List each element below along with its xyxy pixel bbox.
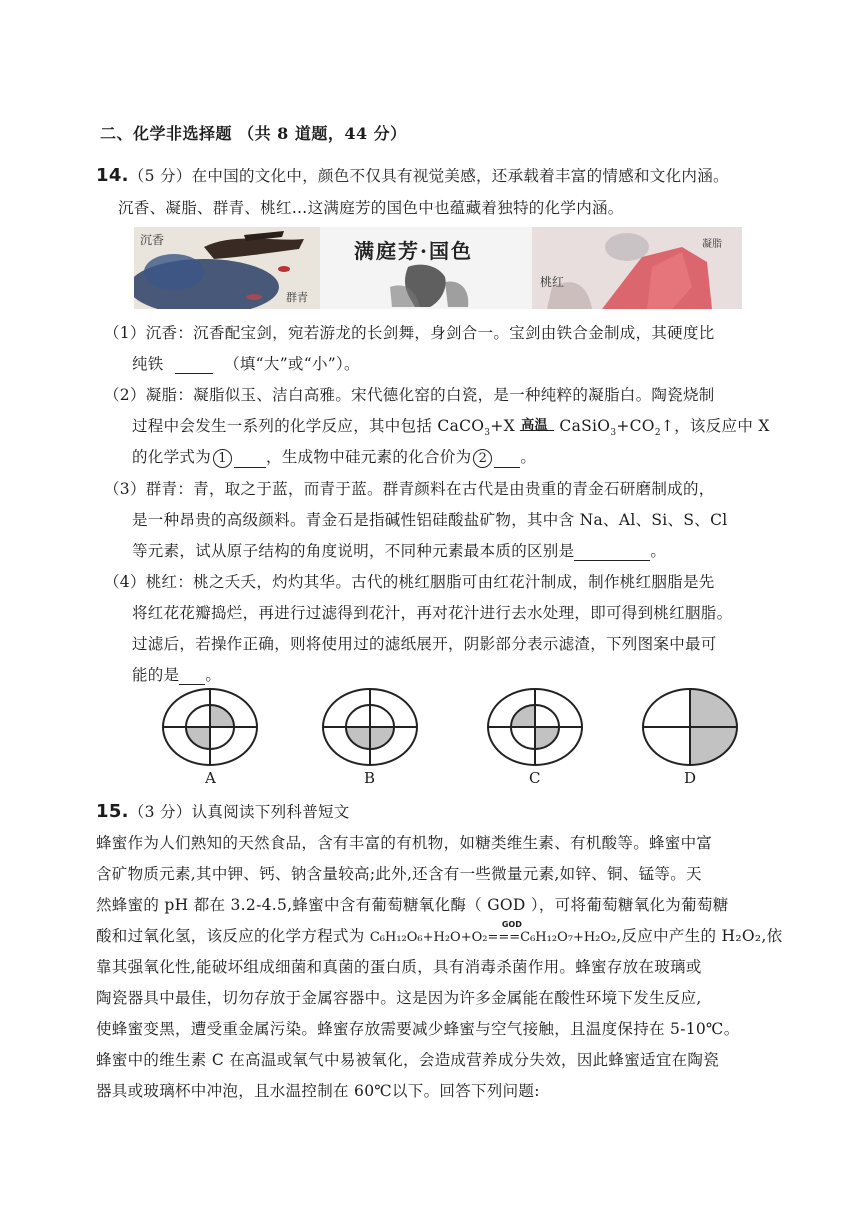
q15-passage-line: 器具或玻璃杯中冲泡，且水温控制在 60℃以下。回答下列问题: (96, 1082, 540, 1100)
q14-intro-text: 在中国的文化中，颜色不仅具有视觉美感，还承载着丰富的情感和文化内涵。 (191, 167, 729, 185)
option-a-figure (163, 689, 257, 765)
q14-p3-line1: （3）群青：青，取之于蓝，而青于蓝。群青颜料在古代是由贵重的青金石研磨制成的， (104, 480, 715, 498)
q14-p1-suffix: （填“大”或“小”）。 (224, 355, 360, 373)
banner-tag-qunqing: 群青 (286, 291, 308, 304)
equation-part: +X (490, 417, 515, 435)
condition-label: 高温 (521, 418, 548, 433)
answer-blank-filter[interactable] (179, 668, 205, 685)
q14-p3-line2: 是一种昂贵的高级颜料。青金石是指碱性铝硅酸盐矿物，其中含 Na、Al、Si、S、Cl (132, 511, 728, 529)
equals-line (520, 430, 554, 431)
ink-figure-center (320, 227, 532, 309)
q15-equation (369, 920, 617, 945)
q15-passage-line: 然蜂蜜的 pH 都在 3.2-4.5,蜂蜜中含有葡萄糖氧化酶（ GOD ），可将葡萄糖氧化为葡萄糖 (96, 896, 729, 914)
q14-p1-prefix: 纯铁 (132, 355, 164, 373)
q14-p4-text: 能的是 (132, 666, 180, 684)
q15-equation-line (96, 920, 783, 946)
catalyst-label: GOD (501, 920, 522, 929)
equation-part: +CO (616, 417, 655, 435)
q15-score: （3 分） (128, 803, 192, 821)
equation-part: CaSiO (559, 417, 611, 435)
q14-p1-line1: （1）沉香：沉香配宝剑，宛若游龙的长剑舞，身剑合一。宝剑由铁合金制成，其硬度比 (104, 324, 715, 342)
guose-banner-image (134, 227, 742, 309)
q15-eq-prefix: 酸和过氧化氢，该反应的化学方程式为 (96, 927, 370, 945)
subscript: 2 (654, 428, 661, 439)
circled-number-2: 2 (473, 449, 492, 468)
option-c-figure (488, 689, 582, 765)
subscript: 3 (484, 428, 491, 439)
filter-paper-options (150, 685, 750, 790)
equation-part: 过程中会发生一系列的化学反应，其中包括 CaCO (132, 417, 485, 435)
q14-intro-line1 (96, 164, 729, 186)
answer-blank-valence[interactable] (494, 451, 520, 468)
subscript: 3 (610, 428, 617, 439)
q15-passage-line: 含矿物质元素,其中钾、钙、钠含量较高;此外,还含有一些微量元素,如锌、铜、锰等。天 (96, 865, 702, 883)
q14-p1-line2 (132, 352, 360, 374)
q14-intro-line2: 沉香、凝脂、群青、桃红…这满庭芳的国色中也蕴藏着独特的化学内涵。 (118, 199, 624, 217)
filter-diagram-svg (150, 685, 750, 770)
circled-number-1: 1 (213, 449, 232, 468)
banner-tag-ningzhi: 凝脂 (702, 239, 722, 250)
q14-p4-line3: 过滤后，若操作正确，则将使用过的滤纸展开，阴影部分表示滤渣，下列图案中最可 (132, 635, 717, 653)
q14-p4-text: 。 (205, 666, 222, 684)
banner-tag-taohong: 桃红 (540, 275, 565, 289)
banner-panel-title (320, 227, 532, 309)
option-b-label[interactable]: B (364, 769, 376, 787)
q14-number: 14. (96, 165, 129, 186)
q15-heading (96, 800, 350, 822)
q15-passage-line: 陶瓷器具中最佳，切勿存放于金属容器中。这是因为许多金属能在酸性环境下发生反应, (96, 989, 702, 1007)
banner-panel-chenxiang (134, 227, 320, 309)
q14-p4-line1: （4）桃红：桃之夭夭，灼灼其华。古代的桃红胭脂可由红花汁制成，制作桃红胭脂是先 (104, 573, 715, 591)
q14-p4-line2: 将红花花瓣捣烂，再进行过滤得到花汁，再对花汁进行去水处理，即可得到桃红胭脂。 (132, 604, 733, 622)
answer-blank-element[interactable] (574, 544, 650, 561)
banner-panel-taohong (532, 227, 742, 309)
q15-equation-text: C₆H₁₂O₆+H₂O+O₂===C₆H₁₂O₇+H₂O₂ (369, 930, 617, 945)
q14-p2-text: ，生成物中硅元素的化合价为 (266, 448, 472, 466)
option-a-label[interactable]: A (205, 769, 216, 787)
q15-passage-line: 使蜂蜜变黑，遭受重金属污染。蜂蜜存放需要减少蜂蜜与空气接触，且温度保持在 5-10℃。 (96, 1020, 740, 1038)
q14-p3-text: 。 (650, 542, 667, 560)
option-b-figure (323, 689, 417, 765)
q14-p4-line4 (132, 663, 221, 685)
option-c-label[interactable]: C (529, 769, 541, 787)
q14-p2-text: 。 (520, 448, 537, 466)
q15-passage-line: 靠其强氧化性,能破坏组成细菌和真菌的蛋白质，具有消毒杀菌作用。蜂蜜存放在玻璃或 (96, 958, 702, 976)
q15-eq-suffix: ,反应中产生的 H₂O₂,依 (616, 927, 783, 945)
q15-title: 认真阅读下列科普短文 (191, 803, 350, 821)
high-temp-condition (520, 419, 554, 435)
q15-passage-line: 蜂蜜中的维生素 C 在高温或氧气中易被氧化，会造成营养成分失效，因此蜂蜜适宜在陶瓷 (96, 1051, 720, 1069)
banner-tag-chenxiang: 沉香 (140, 233, 165, 247)
answer-blank-formula[interactable] (234, 451, 266, 468)
q14-p3-line3 (132, 539, 666, 561)
answer-blank-hardness[interactable] (175, 357, 213, 374)
equation-part: ↑，该反应中 X (660, 417, 770, 435)
section-title: 二、化学非选择题 （共 8 道题，44 分） (100, 124, 407, 143)
q14-p2-line2 (132, 414, 770, 438)
q14-p3-text: 等元素，试从原子结构的角度说明，不同种元素最本质的区别是 (132, 542, 575, 560)
q15-passage-line: 蜂蜜作为人们熟知的天然食品，含有丰富的有机物，如糖类维生素、有机酸等。蜂蜜中富 (96, 834, 713, 852)
q14-score: （5 分） (128, 167, 192, 185)
option-d-figure (643, 689, 737, 765)
option-d-label[interactable]: D (684, 769, 697, 787)
banner-title: 满庭芳·国色 (354, 239, 473, 263)
q14-p2-text: 的化学式为 (132, 448, 212, 466)
q14-p2-line1: （2）凝脂：凝脂似玉、洁白高雅。宋代德化窑的白瓷，是一种纯粹的凝脂白。陶瓷烧制 (104, 386, 715, 404)
q15-number: 15. (96, 801, 129, 822)
q14-p2-line3 (132, 445, 536, 468)
